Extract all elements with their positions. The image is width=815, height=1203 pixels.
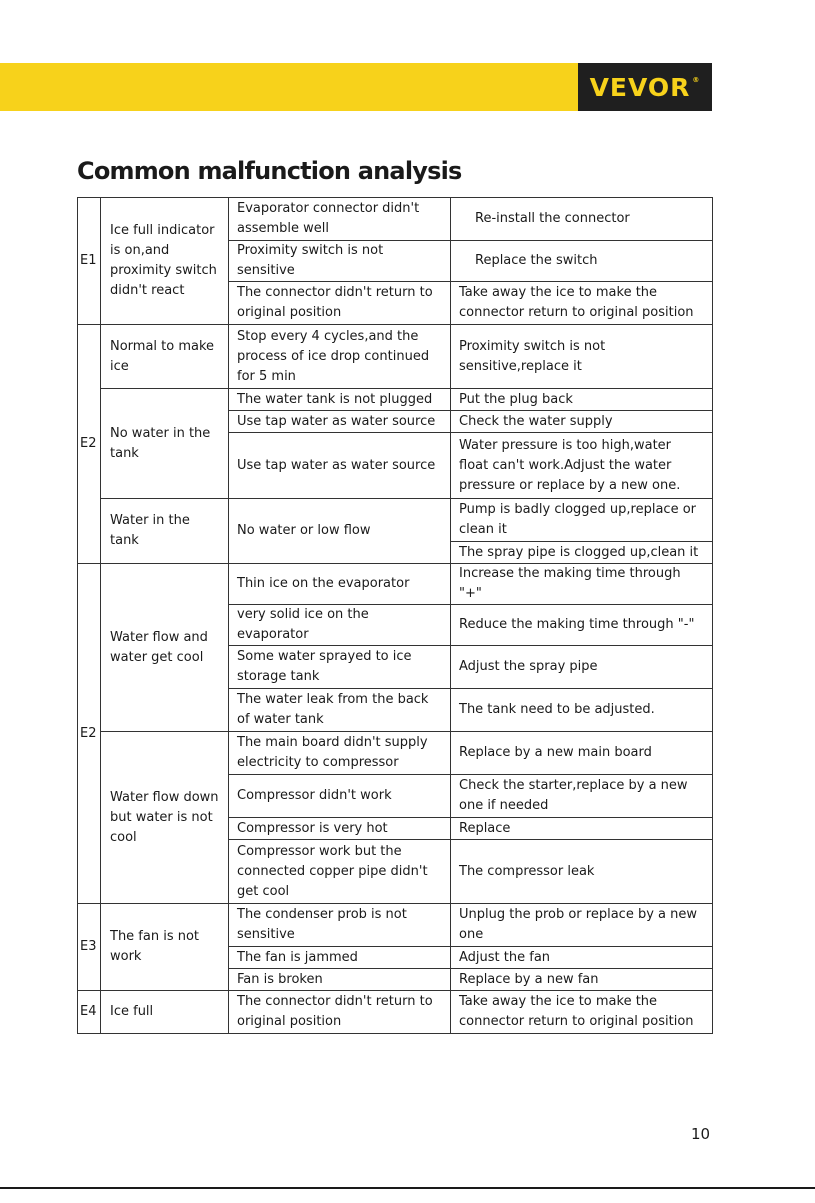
symptom-cell: The fan is not work [101, 904, 229, 991]
cause-cell: The fan is jammed [229, 947, 451, 969]
solution-cell: Adjust the fan [451, 947, 713, 969]
cause-cell: The connector didn't return to original position [229, 282, 451, 325]
table-row [78, 904, 713, 947]
solution-cell: Pump is badly clogged up,replace or clean it [451, 499, 713, 542]
cause-cell: The condenser prob is not sensitive [229, 904, 451, 947]
solution-cell: Check the water supply [451, 411, 713, 433]
solution-cell: Re-install the connector [451, 198, 713, 241]
footer-rule [0, 1187, 815, 1189]
cause-cell: Compressor work but the connected copper pipe didn't get cool [229, 840, 451, 904]
cause-cell: Evaporator connector didn't assemble well [229, 198, 451, 241]
symptom-cell: Water in the tank [101, 499, 229, 564]
solution-cell: Put the plug back [451, 389, 713, 411]
cause-cell: very solid ice on the evaporator [229, 605, 451, 646]
solution-cell: Take away the ice to make the connector return to original position [451, 991, 713, 1034]
symptom-cell: Water flow and water get cool [101, 564, 229, 732]
solution-cell: Water pressure is too high,water float can't work.Adjust the water pressure or replace by a new one. [451, 433, 713, 499]
brand-logo [578, 63, 712, 111]
table-row [78, 991, 713, 1034]
solution-cell: Take away the ice to make the connector return to original position [451, 282, 713, 325]
cause-cell: Some water sprayed to ice storage tank [229, 646, 451, 689]
table-row [78, 564, 713, 605]
error-code: E1 [78, 198, 101, 325]
solution-cell: Replace the switch [451, 241, 713, 282]
cause-cell: Proximity switch is not sensitive [229, 241, 451, 282]
page-number: 10 [691, 1125, 711, 1143]
solution-cell: The spray pipe is clogged up,clean it [451, 542, 713, 564]
cause-cell: Use tap water as water source [229, 433, 451, 499]
cause-cell: No water or low flow [229, 499, 451, 564]
error-code: E2 [78, 564, 101, 904]
error-code: E2 [78, 325, 101, 564]
brand-logo-text: VEVOR [589, 72, 691, 102]
malfunction-table [77, 197, 713, 1034]
registered-mark: ® [692, 76, 701, 84]
solution-cell: Increase the making time through "+" [451, 564, 713, 605]
page-title: Common malfunction analysis [77, 157, 462, 185]
solution-cell: The tank need to be adjusted. [451, 689, 713, 732]
solution-cell: Proximity switch is not sensitive,replace it [451, 325, 713, 389]
cause-cell: Use tap water as water source [229, 411, 451, 433]
solution-cell: Replace by a new main board [451, 732, 713, 775]
cause-cell: The main board didn't supply electricity to compressor [229, 732, 451, 775]
solution-cell: Replace by a new fan [451, 969, 713, 991]
error-code: E3 [78, 904, 101, 991]
symptom-cell: Ice full indicator is on,and proximity switch didn't react [101, 198, 229, 325]
table-row [78, 732, 713, 775]
table-row [78, 198, 713, 241]
symptom-cell: Water flow down but water is not cool [101, 732, 229, 904]
cause-cell: The water leak from the back of water tank [229, 689, 451, 732]
cause-cell: Compressor didn't work [229, 775, 451, 818]
cause-cell: Thin ice on the evaporator [229, 564, 451, 605]
cause-cell: Fan is broken [229, 969, 451, 991]
cause-cell: Compressor is very hot [229, 818, 451, 840]
table-row [78, 325, 713, 389]
cause-cell: The connector didn't return to original position [229, 991, 451, 1034]
symptom-cell: Normal to make ice [101, 325, 229, 389]
solution-cell: Replace [451, 818, 713, 840]
solution-cell: Unplug the prob or replace by a new one [451, 904, 713, 947]
cause-cell: The water tank is not plugged [229, 389, 451, 411]
table-row [78, 499, 713, 542]
solution-cell: Check the starter,replace by a new one if needed [451, 775, 713, 818]
symptom-cell: No water in the tank [101, 389, 229, 499]
symptom-cell: Ice full [101, 991, 229, 1034]
solution-cell: Reduce the making time through "-" [451, 605, 713, 646]
table-row [78, 389, 713, 411]
solution-cell: Adjust the spray pipe [451, 646, 713, 689]
solution-cell: The compressor leak [451, 840, 713, 904]
error-code: E4 [78, 991, 101, 1034]
cause-cell: Stop every 4 cycles,and the process of ice drop continued for 5 min [229, 325, 451, 389]
